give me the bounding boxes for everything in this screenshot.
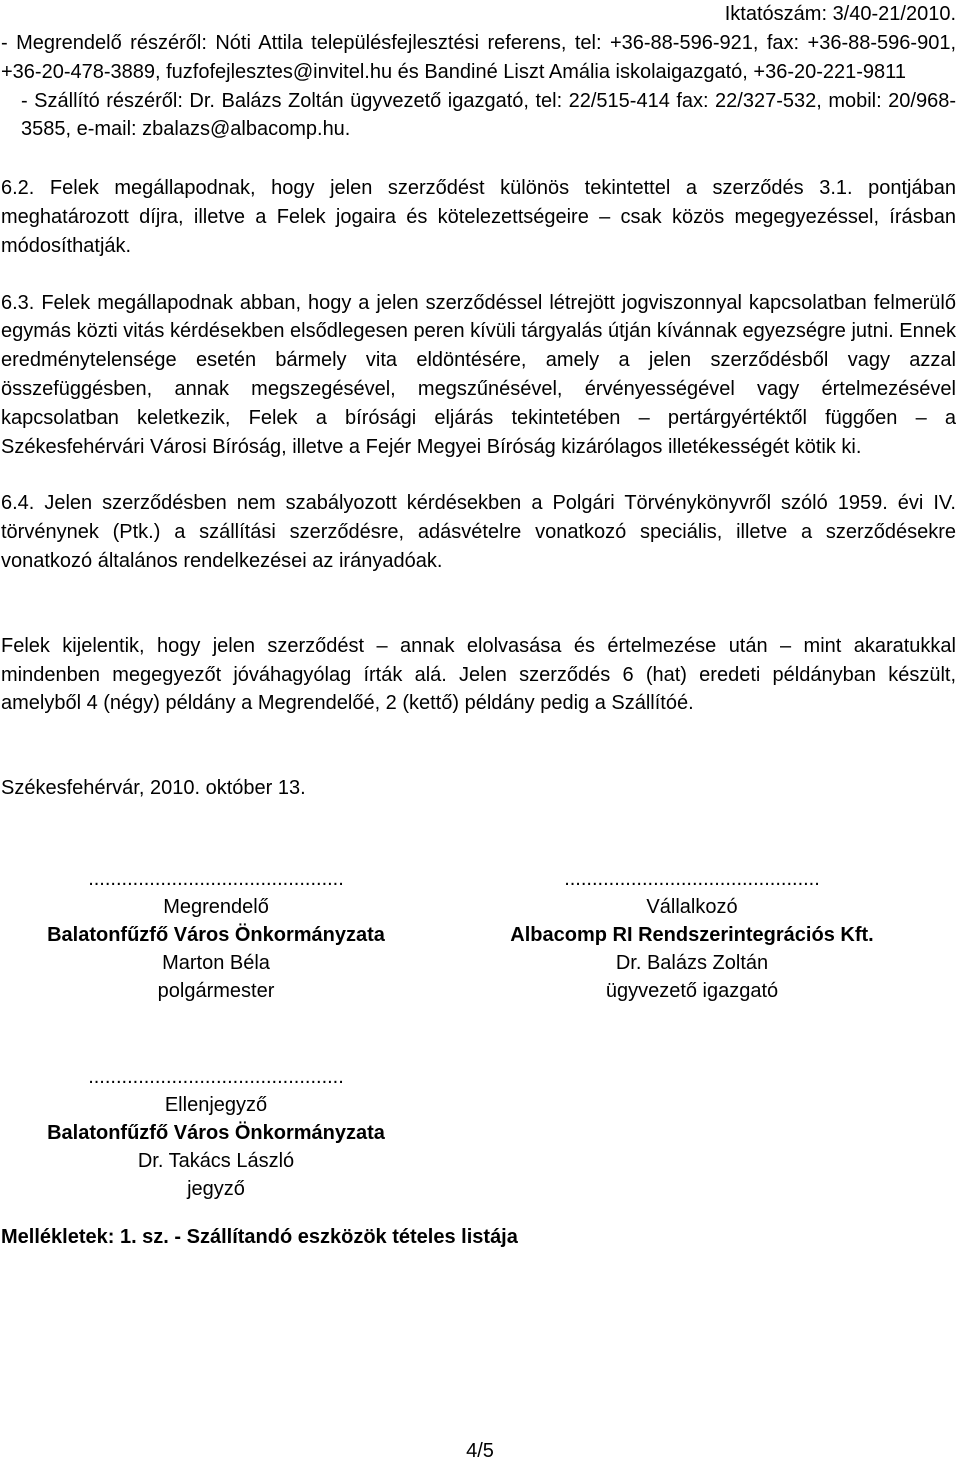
attachments-line: Mellékletek: 1. sz. - Szállítandó eszközök tételes listája [1, 1225, 518, 1248]
signatory-title: polgármester [157, 979, 275, 1002]
supplier-contacts: - Szállító részéről: Dr. Balázs Zoltán ügyvezető igazgató, tel: 22/515-414 fax: 22/327-532, mobil: 20/968-3585, e-mail: zbalazs@albacomp.hu. [21, 89, 956, 141]
signatory-name: Dr. Takács László [137, 1149, 295, 1172]
document-page [0, 1, 960, 1463]
signature-line: .............................................. [88, 1065, 344, 1088]
place-date: Székesfehérvár, 2010. október 13. [1, 777, 306, 800]
countersign-signature [1, 1063, 431, 1203]
signatory-role: Ellenjegyző [164, 1093, 268, 1116]
contractor-signature [468, 865, 916, 1005]
section-6-3: 6.3. Felek megállapodnak abban, hogy a jelen szerződéssel létrejött jogviszonnyal kapcsolatban felmerülő egymás közti vitás kérdésekben elsődlegesen peren kívüli tárgyalás útján kívánnak egyezségre jutni. Ennek eredménytelensége esetén bármely vita eldöntésére, amely a jelen szerződésből vagy azzal összefüggésben, annak megszegésével, megszűnésével, érvényességével vagy értelmezésével kapcsolatban keletkezik, Felek a bírósági eljárás tekintetében – pertárgyértéktől függően – a Székesfehérvári Városi Bíróság, illetve a Fejér Megyei Bíróság kizárólagos illetékességét kötik ki. [1, 291, 956, 458]
customer-contacts: - Megrendelő részéről: Nóti Attila településfejlesztési referens, tel: +36-88-596-921, fax: +36-88-596-901, +36-20-478-3889, fuzfofejlesztes@invitel.hu és Bandiné Liszt Amália iskolaigazgató, +36-20-221-9811 [1, 32, 956, 83]
customer-signature [1, 865, 431, 1005]
signatory-organization: Balatonfűzfő Város Önkormányzata [47, 923, 385, 946]
section-6-4: 6.4. Jelen szerződésben nem szabályozott kérdésekben a Polgári Törvénykönyvről szóló 1959. évi IV. törvénynek (Ptk.) a szállítási szerződésre, adásvételre vonatkozó speciális, illetve a szerződésekre vonatkozó általános rendelkezései az irányadóak. [1, 492, 956, 572]
signatory-role: Vállalkozó [646, 895, 738, 918]
signatory-name: Dr. Balázs Zoltán [615, 951, 769, 974]
signatory-title: jegyző [187, 1177, 245, 1200]
section-6-2: 6.2. Felek megállapodnak, hogy jelen szerződést különös tekintettel a szerződés 3.1. pontjában meghatározott díjra, illetve a Felek jogaira és kötelezettségeire – csak közös megegyezéssel, írásban módosíthatják. [1, 177, 956, 257]
signatory-organization: Balatonfűzfő Város Önkormányzata [47, 1121, 385, 1144]
signatory-name: Marton Béla [162, 951, 270, 974]
page-number: 4/5 [466, 1440, 494, 1462]
closing-statement: Felek kijelentik, hogy jelen szerződést – annak elolvasása és értelmezése után – mint akaratukkal mindenben megegyezőt jóváhagyólag írták alá. Jelen szerződés 6 (hat) eredeti példányban készült, amelyből 4 (négy) példány a Megrendelőé, 2 (kettő) példány pedig a Szállítóé. [1, 634, 956, 715]
signatory-title: ügyvezető igazgató [605, 979, 779, 1002]
signature-row [1, 865, 956, 1005]
signatory-role: Megrendelő [163, 895, 269, 918]
signature-line: .............................................. [88, 867, 344, 890]
signatory-organization: Albacomp RI Rendszerintegrációs Kft. [510, 923, 874, 946]
registration-number: Iktatószám: 3/40-21/2010. [724, 3, 956, 25]
signature-line: .............................................. [564, 867, 820, 890]
